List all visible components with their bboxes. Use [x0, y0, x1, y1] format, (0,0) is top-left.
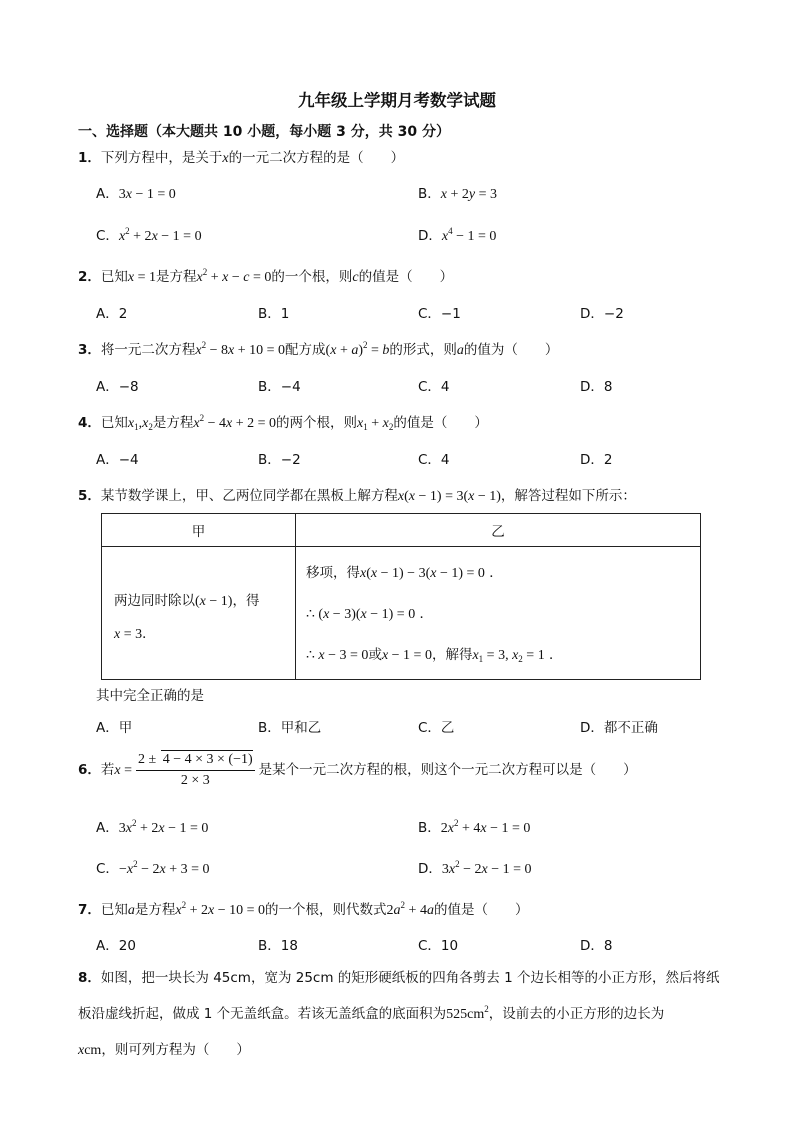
question-text: 若 — [100, 762, 115, 778]
formula: $2a^2 + 4a$ — [386, 900, 434, 918]
formula: (x − 1) — [195, 594, 233, 609]
question-3 — [78, 338, 558, 359]
option-b[interactable] — [418, 182, 497, 203]
formula: ∴ x − 3 = 0 — [306, 648, 369, 663]
table-header-jia: 甲 — [102, 514, 296, 547]
option-c[interactable] — [96, 857, 209, 878]
formula: x = 1 — [127, 270, 157, 285]
question-text: 如图，把一块长为 45cm，宽为 25cm 的矩形硬纸板的四角各剪去 1 个边长相等的小正方形，然后将纸 — [100, 970, 720, 986]
question-number: 8． — [78, 970, 101, 986]
formula: xcm — [78, 1043, 102, 1058]
question-text: 的一元二次方程的是（ ） — [228, 150, 405, 166]
question-number: 1． — [78, 150, 101, 166]
variable-a: a — [127, 903, 135, 918]
formula: $x^2 + 2x - 10 = 0$ — [175, 900, 266, 918]
question-number: 5． — [78, 488, 101, 504]
cell-text: 移项，得 — [306, 565, 360, 581]
formula: x = 3 — [114, 627, 143, 642]
option-c[interactable]: C．4 — [418, 452, 450, 468]
option-a[interactable]: A．−4 — [96, 452, 139, 468]
option-formula: $3x^2 + 2x - 1 = 0$ — [118, 818, 209, 836]
formula: $x_1 + x_2$ — [356, 416, 394, 432]
question-text: 是方程 — [152, 415, 194, 431]
formula: $x^2 + x - c = 0$ — [196, 267, 272, 285]
question-text: 的形式，则 — [389, 342, 457, 358]
cell-text: ． — [489, 565, 503, 581]
question-1 — [78, 146, 404, 167]
cell-text: 或 — [368, 647, 382, 663]
question-number: 7． — [78, 902, 101, 918]
option-label: C． — [96, 861, 119, 877]
question-number: 6． — [78, 762, 101, 778]
option-label: A． — [96, 186, 119, 202]
option-a[interactable]: A．20 — [96, 938, 136, 954]
option-a[interactable]: A．2 — [96, 306, 128, 322]
question-6 — [78, 748, 637, 793]
option-formula: $3x^2 - 2x - 1 = 0$ — [441, 859, 532, 877]
formula: x = — [114, 763, 133, 778]
formula: $x^2 - 8x + 10 = 0$ — [195, 340, 286, 358]
option-b[interactable]: B．甲和乙 — [258, 720, 322, 736]
question-text: 的两个根，则 — [275, 415, 357, 431]
page-title: 九年级上学期月考数学试题 — [298, 91, 496, 110]
formula: $525cm^2$ — [446, 1004, 489, 1022]
option-d[interactable]: D．2 — [580, 452, 613, 468]
option-a[interactable]: A．甲 — [96, 720, 133, 736]
question-text: ，则可列方程为（ ） — [101, 1042, 250, 1058]
option-formula: 3x − 1 = 0 — [118, 187, 176, 202]
question-text: 已知 — [100, 269, 128, 285]
question-text: 是某个一元二次方程的根，则这个一元二次方程可以是（ ） — [258, 762, 637, 778]
cell-text: 两边同时除以 — [114, 593, 195, 609]
variable-a: a — [456, 343, 464, 358]
variable-c: c — [352, 270, 359, 285]
formula: $x^2 - 4x + 2 = 0$ — [193, 413, 276, 431]
question-text: 下列方程中，是关于 — [100, 150, 223, 166]
table-cell-yi — [296, 547, 701, 680]
cell-text: ． — [549, 647, 563, 663]
formula: x(x − 1) − 3(x − 1) = 0 — [360, 566, 485, 581]
table-cell-jia — [102, 547, 296, 680]
option-formula: $-x^2 - 2x + 3 = 0$ — [118, 859, 210, 877]
question-8-line-3 — [78, 1038, 250, 1059]
question-text: 的一个根，则 — [271, 269, 353, 285]
question-7 — [78, 898, 528, 919]
formula: $x_1 = 3$, $x_2 = 1$ — [472, 648, 545, 664]
option-label: B． — [418, 186, 441, 202]
option-formula: $2x^2 + 4x - 1 = 0$ — [440, 818, 531, 836]
question-text: 已知 — [100, 415, 128, 431]
option-b[interactable]: B．−2 — [258, 452, 301, 468]
option-b[interactable]: B．1 — [258, 306, 290, 322]
option-b[interactable]: B．18 — [258, 938, 298, 954]
cell-text: ，解得 — [431, 647, 473, 663]
option-c[interactable] — [96, 224, 202, 245]
question-8 — [78, 966, 719, 986]
formula: $(x + a)^2 = b$ — [325, 340, 390, 358]
option-b[interactable] — [418, 816, 530, 837]
option-d[interactable] — [418, 857, 532, 878]
question-5-footer: 其中完全正确的是 — [96, 688, 204, 704]
formula: x − 1 = 0 — [381, 648, 432, 663]
option-a[interactable]: A．−8 — [96, 379, 139, 395]
formula: $x_1,x_2$ — [127, 416, 153, 432]
question-8-line-2 — [78, 1002, 664, 1023]
question-2 — [78, 265, 453, 286]
question-text: 将一元二次方程 — [100, 342, 196, 358]
option-label: D． — [418, 228, 442, 244]
question-text: 的值为（ ） — [463, 342, 559, 358]
question-number: 3． — [78, 342, 101, 358]
option-d[interactable]: D．−2 — [580, 306, 624, 322]
option-c[interactable]: C．−1 — [418, 306, 461, 322]
question-text: 板沿虚线折起，做成 1 个无盖纸盒。若该无盖纸盒的底面积为 — [78, 1006, 447, 1022]
option-a[interactable] — [96, 182, 176, 203]
solution-table — [101, 513, 701, 680]
option-formula: x + 2y = 3 — [440, 187, 498, 202]
option-c[interactable]: C．10 — [418, 938, 459, 954]
question-number: 2． — [78, 269, 101, 285]
table-header-yi: 乙 — [296, 514, 701, 547]
cell-text: ． — [142, 626, 156, 642]
option-c[interactable]: C．4 — [418, 379, 450, 395]
question-text: 的一个根，则代数式 — [265, 902, 387, 918]
option-label: D． — [418, 861, 442, 877]
formula: x(x − 1) = 3(x − 1) — [397, 489, 501, 504]
question-text: 配方成 — [285, 342, 326, 358]
question-text: ，设前去的小正方形的边长为 — [488, 1006, 665, 1022]
variable-x: x — [222, 151, 229, 166]
option-d[interactable]: D．都不正确 — [580, 720, 658, 736]
question-text: 已知 — [100, 902, 128, 918]
option-d[interactable]: D．8 — [580, 938, 613, 954]
question-number: 4． — [78, 415, 101, 431]
fraction-formula: $\frac{2 \pm 4 - 4 \times 3 \times (-1)}{2 \times 3}$ — [138, 752, 253, 788]
question-text: 的值是（ ） — [393, 415, 488, 431]
question-5 — [78, 484, 636, 505]
option-b[interactable]: B．−4 — [258, 379, 301, 395]
option-d[interactable]: D．8 — [580, 379, 613, 395]
question-text: 是方程 — [134, 902, 176, 918]
question-4 — [78, 411, 488, 432]
question-text: 的值是（ ） — [433, 902, 529, 918]
formula: ∴ (x − 3)(x − 1) = 0 — [306, 607, 416, 622]
question-text: 某节数学课上，甲、乙两位同学都在黑板上解方程 — [100, 488, 398, 504]
option-formula: $x^4 - 1 = 0$ — [441, 226, 497, 244]
option-label: C． — [96, 228, 119, 244]
section-heading: 一、选择题（本大题共 10 小题，每小题 3 分，共 30 分） — [78, 124, 450, 140]
option-a[interactable] — [96, 816, 208, 837]
cell-text: ． — [419, 606, 433, 622]
option-formula: $x^2 + 2x - 1 = 0$ — [118, 226, 202, 244]
option-label: B． — [418, 820, 441, 836]
option-label: A． — [96, 820, 119, 836]
option-c[interactable]: C．乙 — [418, 720, 455, 736]
question-text: ，解答过程如下所示： — [500, 488, 636, 504]
question-text: 的值是（ ） — [358, 269, 454, 285]
question-text: 是方程 — [156, 269, 197, 285]
option-d[interactable] — [418, 224, 496, 245]
cell-text: ，得 — [232, 593, 260, 609]
